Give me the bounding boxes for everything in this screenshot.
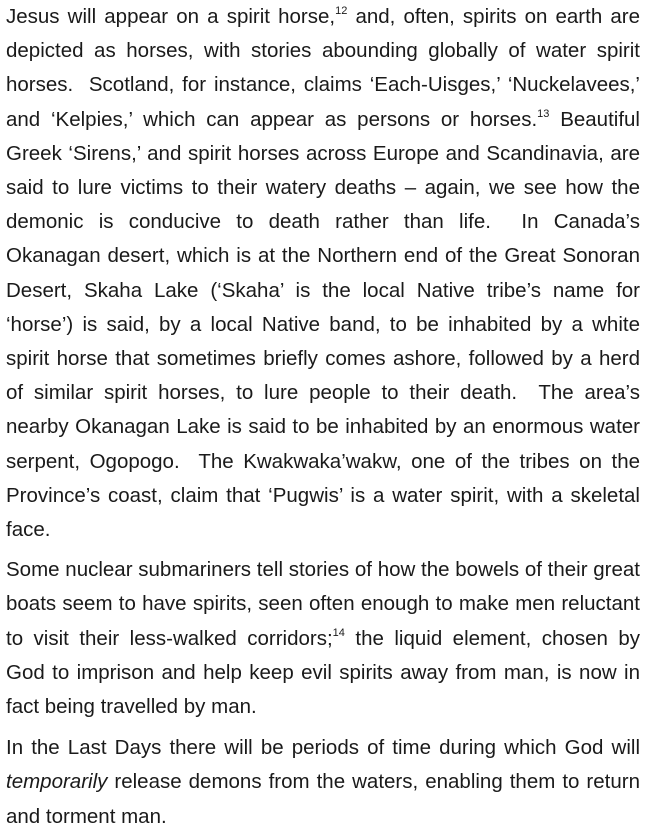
paragraph-text: the liquid element, chosen by God to imprison and help keep evil spirits away from man, is now in fact being travelled by man. — [6, 626, 640, 719]
paragraph-text: In the Last Days there will be periods of time during which God will — [6, 736, 640, 760]
paragraph-text: Beautiful Greek ‘Sirens,’ and spirit horses across Europe and Scandinavia, are said to lure victims to their watery deaths – again, we see how the demonic is conducive to death rather than life. In Canada’s Okanagan desert, which is at the Northern end of the Great Sonoran Desert, Skaha Lake (‘Skaha’ is the local Native tribe’s name for ‘horse’) is said, by a local Native band, to be inhabited by a white spirit horse that sometimes briefly comes ashore, followed by a herd of similar spirit horses, to lure people to their death. The area’s nearby Okanagan Lake is said to be inhabited by an enormous water serpent, Ogopogo. The Kwakwaka’wakw, one of the tribes on the Province’s coast, claim that ‘Pugwis’ is a water spirit, with a skeletal face. — [6, 107, 640, 542]
emphasis-temporarily: temporarily — [6, 770, 108, 794]
footnote-ref-12: 12 — [335, 5, 348, 17]
footnote-ref-14: 14 — [332, 626, 345, 639]
paragraph-last-days — [6, 731, 640, 834]
paragraph-submariners — [6, 553, 640, 724]
footnote-ref-13: 13 — [537, 107, 550, 120]
paragraph-text: and, often, spirits on earth are depicted as horses, with stories abounding globally of water spirit horses. Scotland, for instance, claims ‘Each-Uisges,’ ‘Nuckelavees,’ and ‘Kelpies,’ which can appear as persons or horses. — [6, 5, 640, 131]
document-page — [6, 0, 640, 834]
paragraph-spirit-horses — [6, 0, 640, 547]
paragraph-text: release demons from the waters, enabling them to return and torment man. — [6, 770, 640, 828]
paragraph-text: Some nuclear submariners tell stories of how the bowels of their great boats seem to have spirits, seen often enough to make men reluctant to visit their less-walked corridors; — [6, 558, 640, 650]
paragraph-text: Jesus will appear on a spirit horse, — [6, 5, 336, 28]
